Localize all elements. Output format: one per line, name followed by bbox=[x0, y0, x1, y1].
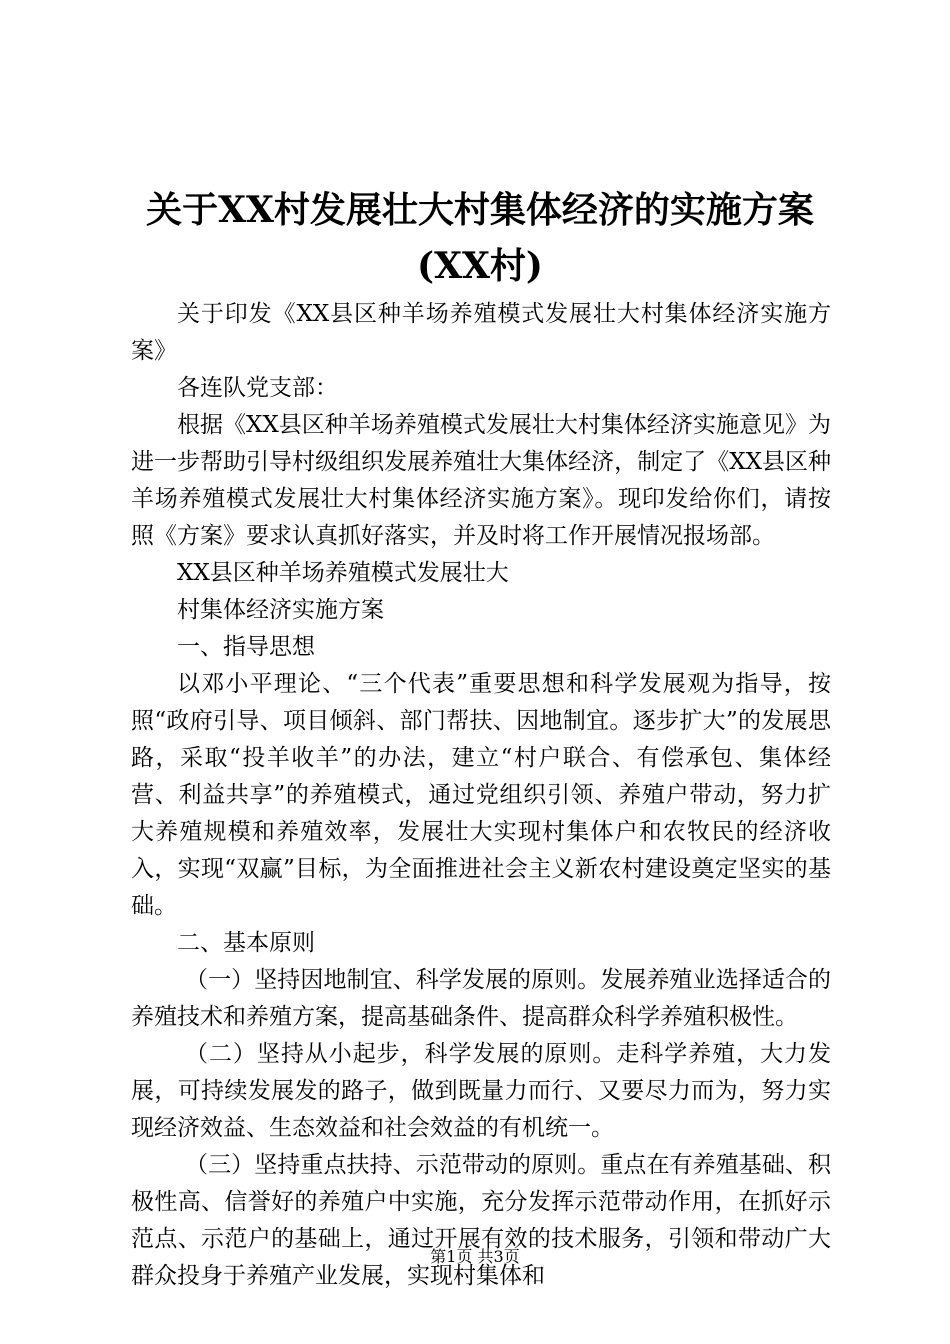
principle-2-paragraph: （二）坚持从小起步，科学发展的原则。走科学养殖，大力发展，可持续发展发的路子，做到既量力而行、又要尽力而为，努力实现经济效益、生态效益和社会效益的有机统一。 bbox=[131, 1041, 831, 1141]
plan-title-line-1: XX县区种羊场养殖模式发展壮大 bbox=[177, 560, 509, 586]
principle-3-paragraph: （三）坚持重点扶持、示范带动的原则。重点在有养殖基础、积极性高、信誉好的养殖户中实施，充分发挥示范带动作用，在抓好示范点、示范户的基础上，通过开展有效的技术服务，引领和带动广大群众投身于养殖产业发展，实现村集体和 bbox=[131, 1152, 831, 1289]
intro-paragraph: 根据《XX县区种羊场养殖模式发展壮大村集体经济实施意见》为进一步帮助引导村级组织发展养殖壮大集体经济，制定了《XX县区种羊场养殖模式发展壮大村集体经济实施方案》。现印发给你们，请按照《方案》要求认真抓好落实，并及时将工作开展情况报场部。 bbox=[131, 412, 831, 549]
section-heading-guiding-ideology: 一、指导思想 bbox=[177, 634, 315, 660]
plan-title-line-2: 村集体经济实施方案 bbox=[177, 597, 384, 623]
document-body bbox=[131, 296, 831, 1295]
principle-1-paragraph: （一）坚持因地制宜、科学发展的原则。发展养殖业选择适合的养殖技术和养殖方案，提高基础条件、提高群众科学养殖积极性。 bbox=[131, 967, 831, 1030]
section-heading-basic-principles: 二、基本原则 bbox=[177, 930, 315, 956]
salutation: 各连队党支部： bbox=[177, 375, 338, 401]
notice-heading: 关于印发《XX县区种羊场养殖模式发展壮大村集体经济实施方案》 bbox=[131, 301, 831, 364]
page-footer: 第1页 共3页 bbox=[430, 1247, 520, 1266]
document-title: 关于XX村发展壮大村集体经济的实施方案(XX村) bbox=[146, 189, 814, 287]
guiding-ideology-paragraph: 以邓小平理论、“三个代表”重要思想和科学发展观为指导，按照“政府引导、项目倾斜、部门帮扶、因地制宜。逐步扩大”的发展思路，采取“投羊收羊”的办法，建立“村户联合、有偿承包、集体经营、利益共享”的养殖模式，通过党组织引领、养殖户带动，努力扩大养殖规模和养殖效率，发展壮大实现村集体户和农牧民的经济收入，实现“双赢”目标，为全面推进社会主义新农村建设奠定坚实的基础。 bbox=[131, 671, 831, 919]
